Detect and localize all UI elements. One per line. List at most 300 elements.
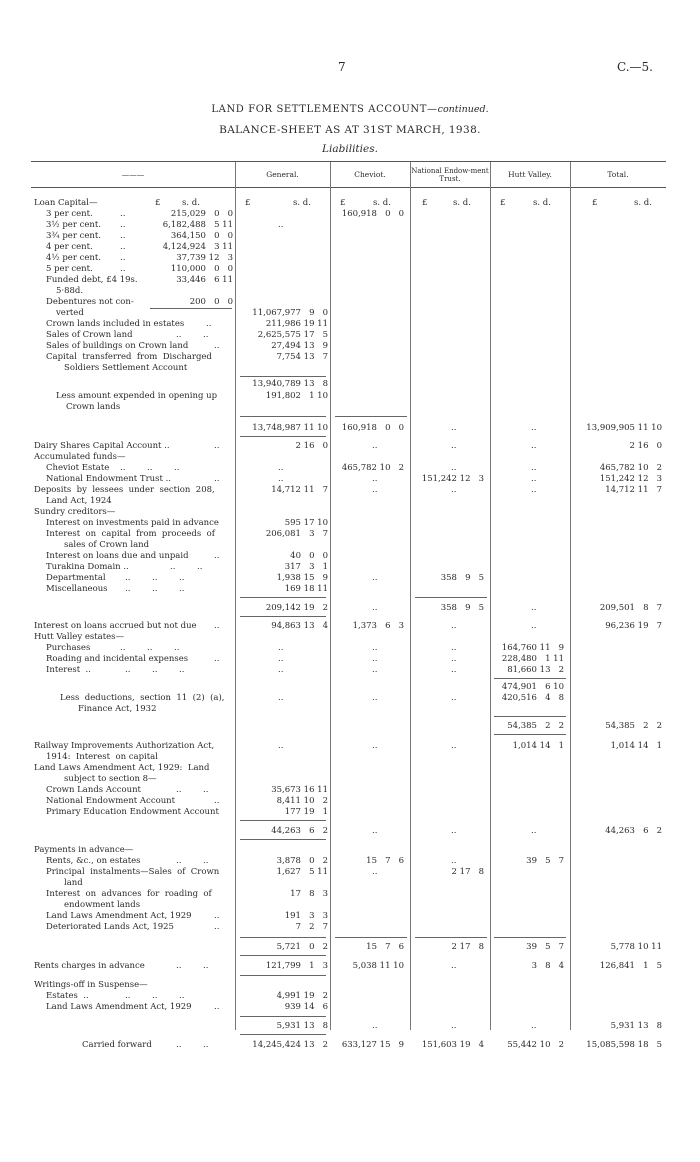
cell-total: 126,841 1 5 — [599, 961, 662, 971]
cell-general: 40 0 0 — [290, 551, 328, 561]
row-label: Finance Act, 1932 — [78, 704, 157, 714]
table-row — [0, 242, 700, 253]
row-label: Rents, &c., on estates — [46, 856, 141, 866]
cell-national: .. — [451, 441, 457, 451]
subtotal-rule — [240, 975, 326, 976]
row-label: 5·88d. — [56, 286, 84, 296]
row-label: Departmental — [46, 573, 106, 583]
cell-hutt: 228,480 1 11 — [501, 654, 564, 664]
table-row — [0, 991, 700, 1002]
cell-cheviot: 15 7 6 — [366, 942, 404, 952]
row-label: Accumulated funds— — [34, 452, 126, 462]
currency-national: £ — [422, 198, 428, 208]
row-label: Land Act, 1924 — [46, 496, 112, 506]
cell-cheviot: 160,918 0 0 — [341, 423, 404, 433]
loan-sub-header: £ s. d. — [155, 198, 200, 208]
row-label: Principal instalments—Sales of Crown — [46, 867, 220, 877]
row-label: Interest on loans accrued but not due — [34, 621, 197, 631]
cell-general: 2,625,575 17 5 — [257, 330, 328, 340]
table-row — [0, 507, 700, 518]
subtotal-rule — [335, 416, 407, 417]
cell-cheviot: 1,373 6 3 — [352, 621, 404, 631]
row-label: Capital transferred from Discharged — [46, 352, 212, 362]
currency-hutt: £ — [500, 198, 506, 208]
sd-national: s. d. — [453, 198, 471, 208]
row-dots: .. .. — [176, 961, 209, 971]
row-label: Dairy Shares Capital Account .. — [34, 441, 170, 451]
row-dots: .. — [214, 341, 220, 351]
currency-general: £ — [245, 198, 251, 208]
row-label: Miscellaneous — [46, 584, 108, 594]
title-continued: continued. — [437, 104, 489, 115]
subtotal-rule — [240, 955, 326, 956]
cell-hutt: .. — [531, 1021, 537, 1031]
cell-total: 209,501 8 7 — [599, 603, 662, 613]
row-label: Writings-off in Suspense— — [34, 980, 148, 990]
subtotal-rule — [240, 436, 326, 437]
cell-general: 191 3 3 — [284, 911, 328, 921]
table-row — [0, 330, 700, 341]
row-dots: .. — [214, 441, 220, 451]
table-row — [0, 198, 700, 209]
header-total: Total. — [607, 169, 629, 179]
row-label: Interest on advances for roading of — [46, 889, 212, 899]
cell-total: 1,014 14 1 — [610, 741, 662, 751]
cell-general: 27,494 13 9 — [271, 341, 328, 351]
row-label: Soldiers Settlement Account — [64, 363, 188, 373]
table-row — [0, 693, 700, 704]
cell-hutt: 164,760 11 9 — [501, 643, 564, 653]
row-label: 1914: Interest on capital — [46, 752, 158, 762]
row-label: National Endowment Account — [46, 796, 176, 806]
cell-cheviot: .. — [372, 1021, 378, 1031]
cell-national: .. — [451, 423, 457, 433]
cell-cheviot: .. — [372, 741, 378, 751]
cell-total: 15,085,598 18 5 — [586, 1040, 662, 1050]
cell-hutt: 39 5 7 — [526, 856, 564, 866]
table-row — [0, 391, 700, 402]
subtotal-rule — [494, 678, 566, 679]
document-code: C.—5. — [616, 60, 653, 74]
cell-general: 121,799 1 3 — [265, 961, 328, 971]
cell-total: 2 16 0 — [629, 441, 662, 451]
table-row — [0, 452, 700, 463]
page-number: 7 — [338, 60, 346, 74]
header-blank: ——— — [121, 169, 145, 179]
row-label: Railway Improvements Authorization Act, — [34, 741, 215, 751]
table-row — [0, 463, 700, 474]
cell-general: .. — [278, 463, 284, 473]
table-row — [0, 961, 700, 972]
table-row — [0, 264, 700, 275]
row-label: Less deductions, section 11 (2) (a), — [60, 693, 225, 703]
cell-general: 3,878 0 2 — [276, 856, 328, 866]
cell-general: 13,748,987 11 10 — [252, 423, 328, 433]
cell-hutt: 54,385 2 2 — [507, 721, 564, 731]
row-label: Crown lands included in estates — [46, 319, 185, 329]
title-text: LAND FOR SETTLEMENTS ACCOUNT— — [211, 104, 438, 115]
cell-cheviot: .. — [372, 485, 378, 495]
sd-general: s. d. — [293, 198, 311, 208]
table-row — [0, 584, 700, 595]
loan-amount: 37,739 12 3 — [176, 253, 233, 263]
table-row — [0, 1021, 700, 1032]
table-row — [0, 474, 700, 485]
cell-national: .. — [451, 741, 457, 751]
row-label: sales of Crown land — [64, 540, 150, 550]
subtotal-rule — [494, 937, 566, 938]
cell-cheviot: 15 7 6 — [366, 856, 404, 866]
table-row — [0, 980, 700, 991]
row-label: Sales of buildings on Crown land — [46, 341, 189, 351]
cell-general: .. — [278, 665, 284, 675]
subtotal-rule — [240, 416, 326, 417]
cell-national: .. — [451, 654, 457, 664]
loan-amount: 33,446 6 11 — [176, 275, 233, 285]
row-dots: .. .. .. — [120, 643, 180, 653]
row-dots: .. — [214, 1002, 220, 1012]
table-row — [0, 603, 700, 614]
subtotal-rule — [240, 616, 326, 617]
cell-general: .. — [278, 220, 284, 230]
table-row — [0, 423, 700, 434]
row-label: Sundry creditors— — [34, 507, 116, 517]
row-label: Turakina Domain .. — [46, 562, 129, 572]
row-dots: .. — [120, 264, 126, 274]
table-row — [0, 297, 700, 308]
loan-amount: 200 0 0 — [189, 297, 233, 307]
subtotal-rule — [240, 820, 326, 821]
table-row — [0, 379, 700, 390]
table-row — [0, 551, 700, 562]
cell-total: 465,782 10 2 — [599, 463, 662, 473]
cell-general: 11,067,977 9 0 — [252, 308, 328, 318]
cell-general: 94,863 13 4 — [271, 621, 328, 631]
cell-cheviot: .. — [372, 573, 378, 583]
table-row — [0, 275, 700, 286]
table-row — [0, 518, 700, 529]
row-dots: .. — [120, 231, 126, 241]
cell-general: 1,938 15 9 — [276, 573, 328, 583]
cell-total: 5,778 10 11 — [610, 942, 662, 952]
cell-hutt: .. — [531, 621, 537, 631]
row-dots: .. .. — [176, 785, 209, 795]
subtotal-rule — [240, 839, 326, 840]
row-label: Less amount expended in opening up — [56, 391, 218, 401]
subtotal-rule — [240, 376, 326, 377]
row-dots: .. — [120, 253, 126, 263]
cell-hutt: .. — [531, 603, 537, 613]
cell-general: .. — [278, 693, 284, 703]
loan-amount: 364,150 0 0 — [170, 231, 233, 241]
row-label: Loan Capital— — [34, 198, 98, 208]
cell-national: .. — [451, 665, 457, 675]
row-label: Carried forward — [82, 1040, 152, 1050]
row-label: Land Laws Amendment Act, 1929 — [46, 911, 192, 921]
row-dots: .. .. .. — [120, 463, 180, 473]
table-row — [0, 867, 700, 878]
table-row — [0, 402, 700, 413]
row-label: 3 per cent. — [46, 209, 93, 219]
table-row — [0, 721, 700, 732]
table-row — [0, 741, 700, 752]
row-label: Rents charges in advance — [34, 961, 145, 971]
row-label: endowment lands — [64, 900, 141, 910]
row-dots: .. — [206, 319, 212, 329]
loan-amount: 215,029 0 0 — [170, 209, 233, 219]
cell-national: 2 17 8 — [451, 942, 484, 952]
subtotal-rule — [494, 716, 566, 717]
section-heading: Liabilities. — [322, 143, 378, 155]
sd-total: s. d. — [634, 198, 652, 208]
cell-cheviot: .. — [372, 867, 378, 877]
cell-hutt: 39 5 7 — [526, 942, 564, 952]
cell-total: 13,909,905 11 10 — [586, 423, 662, 433]
cell-general: 209,142 19 2 — [265, 603, 328, 613]
row-dots: .. — [214, 796, 220, 806]
cell-general: 17 8 3 — [290, 889, 328, 899]
table-row — [0, 922, 700, 933]
row-label: Crown lands — [66, 402, 121, 412]
cell-general: 1,627 5 11 — [276, 867, 328, 877]
cell-cheviot: .. — [372, 665, 378, 675]
table-row — [0, 632, 700, 643]
subtotal-rule — [494, 734, 566, 735]
cell-national: 151,603 19 4 — [421, 1040, 484, 1050]
cell-total: 96,236 19 7 — [605, 621, 662, 631]
header-hutt: Hutt Valley. — [508, 169, 552, 179]
table-row — [0, 220, 700, 231]
table-row — [0, 529, 700, 540]
table-row — [0, 911, 700, 922]
sd-hutt: s. d. — [533, 198, 551, 208]
cell-total: 44,263 6 2 — [605, 826, 662, 836]
row-dots: .. .. .. — [125, 584, 185, 594]
row-dots: .. — [120, 242, 126, 252]
cell-national: .. — [451, 1021, 457, 1031]
cell-total: 14,712 11 7 — [605, 485, 662, 495]
row-label: Hutt Valley estates— — [34, 632, 125, 642]
header-national: National Endow-ment Trust. — [411, 166, 489, 183]
cell-general: 7,754 13 7 — [276, 352, 328, 362]
carried-forward-row — [0, 1040, 700, 1051]
table-row — [0, 319, 700, 330]
cell-general: 7 2 7 — [295, 922, 328, 932]
row-dots: .. .. .. — [125, 991, 185, 1001]
subtotal-rule — [240, 1016, 326, 1017]
cell-cheviot: .. — [372, 603, 378, 613]
table-row — [0, 540, 700, 551]
cell-hutt: .. — [531, 826, 537, 836]
row-dots: .. — [214, 621, 220, 631]
table-row — [0, 752, 700, 763]
row-label: Land Laws Amendment Act, 1929 — [46, 1002, 192, 1012]
table-row — [0, 573, 700, 584]
subtotal-rule — [415, 597, 487, 598]
cell-general: 317 3 1 — [284, 562, 328, 572]
row-label: Roading and incidental expenses — [46, 654, 189, 664]
row-label: Land Laws Amendment Act, 1929: Land — [34, 763, 210, 773]
cell-cheviot: 160,918 0 0 — [341, 209, 404, 219]
cell-cheviot: .. — [372, 693, 378, 703]
cell-general: 595 17 10 — [284, 518, 328, 528]
row-label: subject to section 8— — [64, 774, 157, 784]
table-row — [0, 856, 700, 867]
cell-national: .. — [451, 643, 457, 653]
table-row — [0, 496, 700, 507]
subtotal-rule — [240, 597, 326, 598]
cell-general: 13,940,789 13 8 — [252, 379, 328, 389]
row-label: Cheviot Estate — [46, 463, 110, 473]
row-label: 4 per cent. — [46, 242, 93, 252]
cell-hutt: 420,516 4 8 — [501, 693, 564, 703]
sd-cheviot: s. d. — [373, 198, 391, 208]
cell-hutt: .. — [531, 485, 537, 495]
row-dots: .. .. — [176, 330, 209, 340]
table-row — [0, 942, 700, 953]
cell-national: .. — [451, 463, 457, 473]
table-row — [0, 826, 700, 837]
row-dots: .. — [214, 474, 220, 484]
account-title — [0, 104, 700, 115]
cell-national: .. — [451, 485, 457, 495]
cell-general: 206,081 3 7 — [265, 529, 328, 539]
currency-total: £ — [592, 198, 598, 208]
cell-cheviot: .. — [372, 826, 378, 836]
cell-hutt: .. — [531, 441, 537, 451]
cell-cheviot: 5,038 11 10 — [352, 961, 404, 971]
cell-cheviot: 633,127 15 9 — [341, 1040, 404, 1050]
header-general: General. — [266, 169, 299, 179]
cell-general: 14,712 11 7 — [271, 485, 328, 495]
table-row — [0, 654, 700, 665]
row-label: Primary Education Endowment Account — [46, 807, 219, 817]
row-label: Estates .. — [46, 991, 89, 1001]
cell-hutt: 55,442 10 2 — [507, 1040, 564, 1050]
currency-cheviot: £ — [340, 198, 346, 208]
cell-national: 358 9 5 — [440, 603, 484, 613]
cell-national: 358 9 5 — [440, 573, 484, 583]
row-dots: .. .. .. — [125, 573, 185, 583]
table-row — [0, 845, 700, 856]
cell-general: 44,263 6 2 — [271, 826, 328, 836]
table-row — [0, 253, 700, 264]
row-label: Interest on capital from proceeds of — [46, 529, 215, 539]
row-dots: .. .. — [176, 1040, 209, 1050]
table-row — [0, 665, 700, 676]
table-row — [0, 352, 700, 363]
header-cheviot: Cheviot. — [354, 169, 386, 179]
cell-national: .. — [451, 693, 457, 703]
table-row — [0, 807, 700, 818]
row-label: Funded debt, £4 19s. — [46, 275, 138, 285]
row-dots: .. — [120, 209, 126, 219]
cell-hutt: .. — [531, 463, 537, 473]
table-row — [0, 308, 700, 319]
table-row — [0, 682, 700, 693]
row-label: 4½ per cent. — [46, 253, 101, 263]
cell-national: 2 17 8 — [451, 867, 484, 877]
table-row — [0, 363, 700, 374]
cell-cheviot: .. — [372, 643, 378, 653]
row-dots: .. .. — [170, 562, 203, 572]
cell-hutt: 81,660 13 2 — [507, 665, 564, 675]
cell-general: .. — [278, 654, 284, 664]
table-row — [0, 341, 700, 352]
row-label: Purchases — [46, 643, 91, 653]
row-label: Crown Lands Account — [46, 785, 141, 795]
table-row — [0, 209, 700, 220]
row-label: 5 per cent. — [46, 264, 93, 274]
cell-general: 5,931 13 8 — [276, 1021, 328, 1031]
row-label: Sales of Crown land — [46, 330, 133, 340]
row-label: 3½ per cent. — [46, 220, 101, 230]
table-row — [0, 231, 700, 242]
table-row — [0, 286, 700, 297]
cell-general: 169 18 11 — [284, 584, 328, 594]
cell-total: 54,385 2 2 — [605, 721, 662, 731]
row-label: verted — [56, 308, 84, 318]
balance-sheet-subtitle: BALANCE-SHEET AS AT 31ST MARCH, 1938. — [219, 124, 481, 136]
table-row — [0, 1002, 700, 1013]
row-label: National Endowment Trust .. — [46, 474, 172, 484]
cell-general: 2 16 0 — [295, 441, 328, 451]
table-row — [0, 704, 700, 715]
table-row — [0, 562, 700, 573]
row-label: Interest on loans due and unpaid — [46, 551, 189, 561]
row-label: Payments in advance— — [34, 845, 134, 855]
row-dots: .. — [214, 911, 220, 921]
cell-general: 5,721 0 2 — [276, 942, 328, 952]
cell-general: 191,802 1 10 — [265, 391, 328, 401]
loan-amount: 110,000 0 0 — [170, 264, 233, 274]
cell-cheviot: .. — [372, 654, 378, 664]
table-row — [0, 889, 700, 900]
loan-amount: 4,124,924 3 11 — [162, 242, 233, 252]
row-label: Deteriorated Lands Act, 1925 — [46, 922, 174, 932]
subtotal-rule — [335, 937, 407, 938]
row-dots: .. .. .. — [125, 665, 185, 675]
cell-total: 151,242 12 3 — [599, 474, 662, 484]
row-label: 3¾ per cent. — [46, 231, 101, 241]
cell-hutt: 1,014 14 1 — [512, 741, 564, 751]
loan-amount: 6,182,488 5 11 — [162, 220, 233, 230]
row-dots: .. — [214, 551, 220, 561]
row-dots: .. — [214, 654, 220, 664]
row-label: Interest on investments paid in advance — [46, 518, 219, 528]
table-row — [0, 763, 700, 774]
cell-general: 4,991 19 2 — [276, 991, 328, 1001]
subtotal-rule — [240, 937, 326, 938]
cell-general: 8,411 10 2 — [276, 796, 328, 806]
cell-hutt: .. — [531, 423, 537, 433]
table-row — [0, 621, 700, 632]
table-row — [0, 441, 700, 452]
cell-national: .. — [451, 826, 457, 836]
cell-national: .. — [451, 856, 457, 866]
row-dots: .. — [214, 922, 220, 932]
row-dots: .. .. — [176, 856, 209, 866]
cell-national: .. — [451, 961, 457, 971]
cell-general: 14,245,424 13 2 — [252, 1040, 328, 1050]
table-row — [0, 796, 700, 807]
cell-general: .. — [278, 643, 284, 653]
cell-national: .. — [451, 621, 457, 631]
table-row — [0, 643, 700, 654]
row-label: land — [64, 878, 83, 888]
table-row — [0, 900, 700, 911]
table-row — [0, 485, 700, 496]
